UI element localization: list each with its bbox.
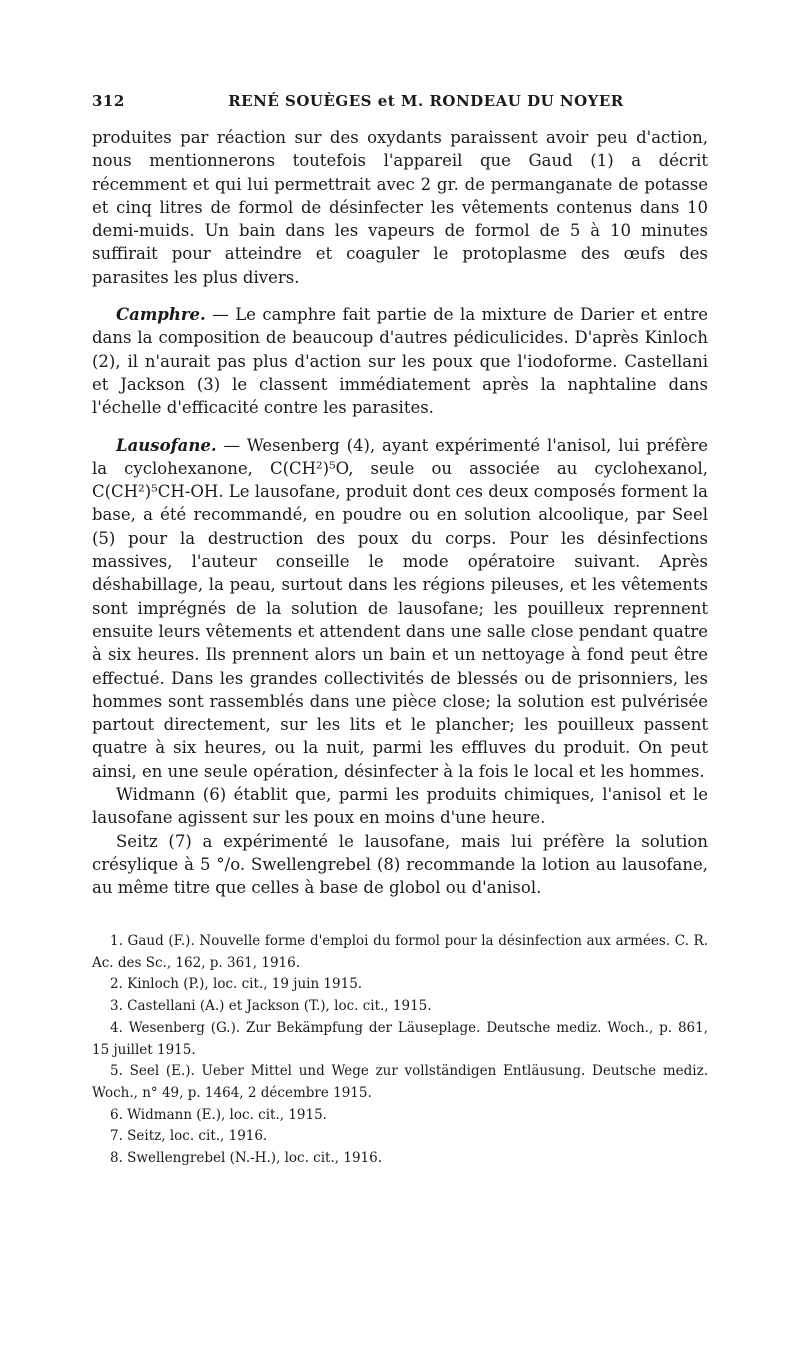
lausofane-heading: Lausofane. xyxy=(116,435,217,455)
footnote-6: 6. Widmann (E.), loc. cit., 1915. xyxy=(110,1106,327,1123)
footnote-8: 8. Swellengrebel (N.-H.), loc. cit., 1916. xyxy=(110,1150,383,1167)
paragraph-lausofane xyxy=(92,434,708,783)
camphre-heading: Camphre. xyxy=(116,305,206,325)
running-head xyxy=(92,92,708,116)
footnote-4: 4. Wesenberg (G.). Zur Bekämpfung der Läuseplage. Deutsche mediz. Woch., p. 861, 15 juillet 1915. xyxy=(92,1019,708,1058)
paragraph-widmann: Widmann (6) établit que, parmi les produits chimiques, l'anisol et le lausofane agissent sur les poux en moins d'une heure. xyxy=(92,785,708,828)
footnote-2: 2. Kinloch (P.), loc. cit., 19 juin 1915. xyxy=(110,976,363,993)
footnote-7: 7. Seitz, loc. cit., 1916. xyxy=(110,1128,268,1145)
page-number: 312 xyxy=(92,92,125,110)
paragraph-seitz: Seitz (7) a expérimenté le lausofane, mais lui préfère la solution crésylique à 5 °/o. Swellengrebel (8) recommande la lotion au lausofane, au même titre que celles à base de globol ou d'anisol. xyxy=(92,831,708,898)
body-text xyxy=(92,126,708,900)
footnote-5: 5. Seel (E.). Ueber Mittel und Wege zur vollständigen Entläusung. Deutsche mediz. Woch., n° 49, p. 1464, 2 décembre 1915. xyxy=(92,1063,708,1101)
footnotes xyxy=(92,931,708,1170)
paragraph-intro: produites par réaction sur des oxydants paraissent avoir peu d'action, nous mentionnerons toutefois l'appareil que Gaud (1) a décrit récemment et qui lui permettrait avec 2 gr. de permanganate de potasse et cinq litres de formol de désinfecter les vêtements contenus dans 10 demi-muids. Un bain dans les vapeurs de formol de 5 à 10 minutes suffirait pour atteindre et coaguler le protoplasme des œufs des parasites les plus divers. xyxy=(92,128,708,287)
paragraph-camphre xyxy=(92,303,708,419)
lausofane-text: — Wesenberg (4), ayant expérimenté l'anisol, lui préfère la cyclohexanone, C(CH²)⁵O, seule ou associée au cyclohexanol, C(CH²)⁵CH-OH. Le lausofane, produit dont ces deux composés forment la base, a été recommandé, en poudre ou en solution alcoolique, par Seel (5) pour la destruction des poux du corps. Pour les désinfections massives, l'auteur conseille le mode opératoire suivant. Après déshabillage, la peau, surtout dans les régions pileuses, et les vêtements sont imprégnés de la solution de lausofane; les pouilleux reprennent ensuite leurs vêtements et attendent dans une salle close pendant quatre à six heures. Ils prennent alors un bain et un nettoyage à fond peut être effectué. Dans les grandes collectivités de blessés ou de prisonniers, les hommes sont rassemblés dans une pièce close; la solution est pulvérisée partout directement, sur les lits et le plancher; les pouilleux passent quatre à six heures, ou la nuit, parmi les effluves du produit. On peut ainsi, en une seule opération, désinfecter à la fois le local et les hommes. xyxy=(92,435,708,781)
footnote-1: 1. Gaud (F.). Nouvelle forme d'emploi du formol pour la désinfection aux armées. C. R. Ac. des Sc., 162, p. 361, 1916. xyxy=(92,933,708,971)
running-title: RENÉ SOUÈGES et M. RONDEAU DU NOYER xyxy=(228,92,624,110)
footnote-3: 3. Castellani (A.) et Jackson (T.), loc. cit., 1915. xyxy=(110,998,432,1015)
camphre-text: — Le camphre fait partie de la mixture de Darier et entre dans la composition de beaucoup d'autres pédiculicides. D'après Kinloch (2), il n'aurait pas plus d'action sur les poux que l'iodoforme. Castellani et Jackson (3) le classent immédiatement après la naphtaline dans l'échelle d'efficacité contre les parasites. xyxy=(92,305,708,418)
